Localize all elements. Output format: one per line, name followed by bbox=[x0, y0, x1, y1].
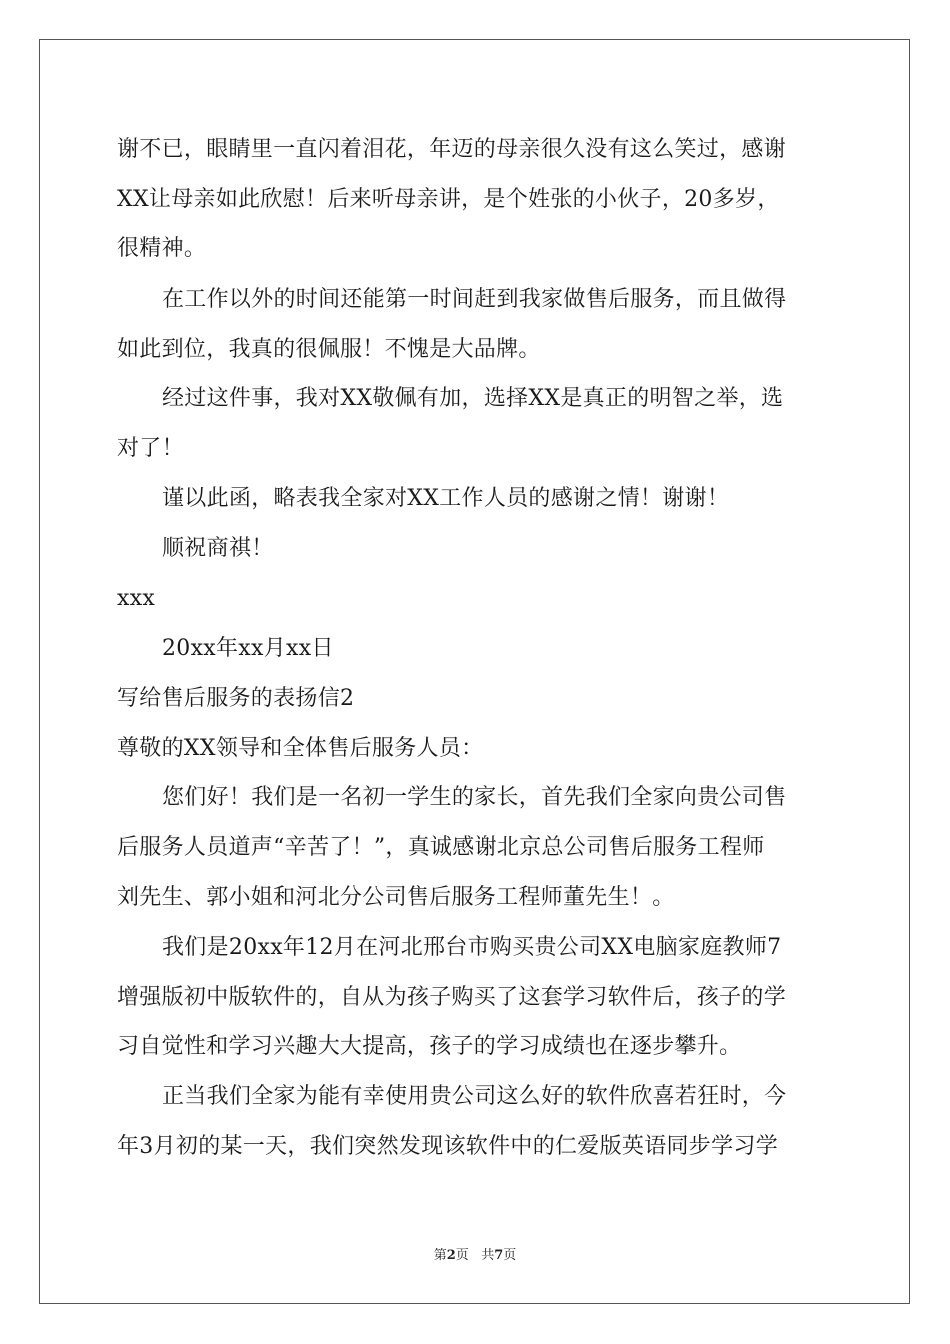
salutation: 尊敬的XX领导和全体售后服务人员： bbox=[117, 736, 484, 761]
closing-line: 顺祝商祺！ bbox=[162, 536, 274, 561]
text-line: 后服务人员道声“辛苦了！”，真诚感谢北京总公司售后服务工程师 bbox=[117, 835, 765, 860]
page-mid: 页 共 bbox=[455, 1248, 495, 1263]
total-pages: 7 bbox=[494, 1248, 504, 1263]
text-line: 年3月初的某一天，我们突然发现该软件中的仁爱版英语同步学习学 bbox=[117, 1134, 778, 1159]
date-line: 20xx年xx月xx日 bbox=[162, 636, 334, 661]
text-line: 习自觉性和学习兴趣大大提高，孩子的学习成绩也在逐步攀升。 bbox=[117, 1034, 742, 1059]
page-border bbox=[39, 39, 910, 1304]
text-line: 如此到位，我真的很佩服！不愧是大品牌。 bbox=[117, 337, 541, 362]
text-line: 刘先生、郭小姐和河北分公司售后服务工程师董先生！。 bbox=[117, 885, 675, 910]
text-line: 您们好！我们是一名初一学生的家长，首先我们全家向贵公司售 bbox=[162, 785, 787, 810]
page-prefix: 第 bbox=[433, 1248, 447, 1263]
text-line: 经过这件事，我对XX敬佩有加，选择XX是真正的明智之举，选 bbox=[162, 386, 784, 411]
page-suffix: 页 bbox=[503, 1248, 517, 1263]
text-line: XX让母亲如此欣慰！后来听母亲讲，是个姓张的小伙子，20多岁， bbox=[117, 187, 780, 212]
text-line: 在工作以外的时间还能第一时间赶到我家做售后服务，而且做得 bbox=[162, 287, 787, 312]
signature: xxx bbox=[117, 586, 156, 611]
text-line: 对了！ bbox=[117, 436, 184, 461]
page-footer bbox=[0, 1248, 950, 1264]
text-line: 增强版初中版软件的，自从为孩子购买了这套学习软件后，孩子的学 bbox=[117, 985, 787, 1010]
section-title: 写给售后服务的表扬信2 bbox=[117, 686, 355, 711]
text-line: 谢不已，眼睛里一直闪着泪花，年迈的母亲很久没有这么笑过，感谢 bbox=[117, 137, 787, 162]
page-number: 2 bbox=[446, 1248, 456, 1263]
text-line: 正当我们全家为能有幸使用贵公司这么好的软件欣喜若狂时，今 bbox=[162, 1084, 787, 1109]
text-line: 谨以此函，略表我全家对XX工作人员的感谢之情！谢谢！ bbox=[162, 486, 730, 511]
text-line: 我们是20xx年12月在河北邢台市购买贵公司XX电脑家庭教师7 bbox=[162, 935, 782, 960]
text-line: 很精神。 bbox=[117, 236, 207, 261]
